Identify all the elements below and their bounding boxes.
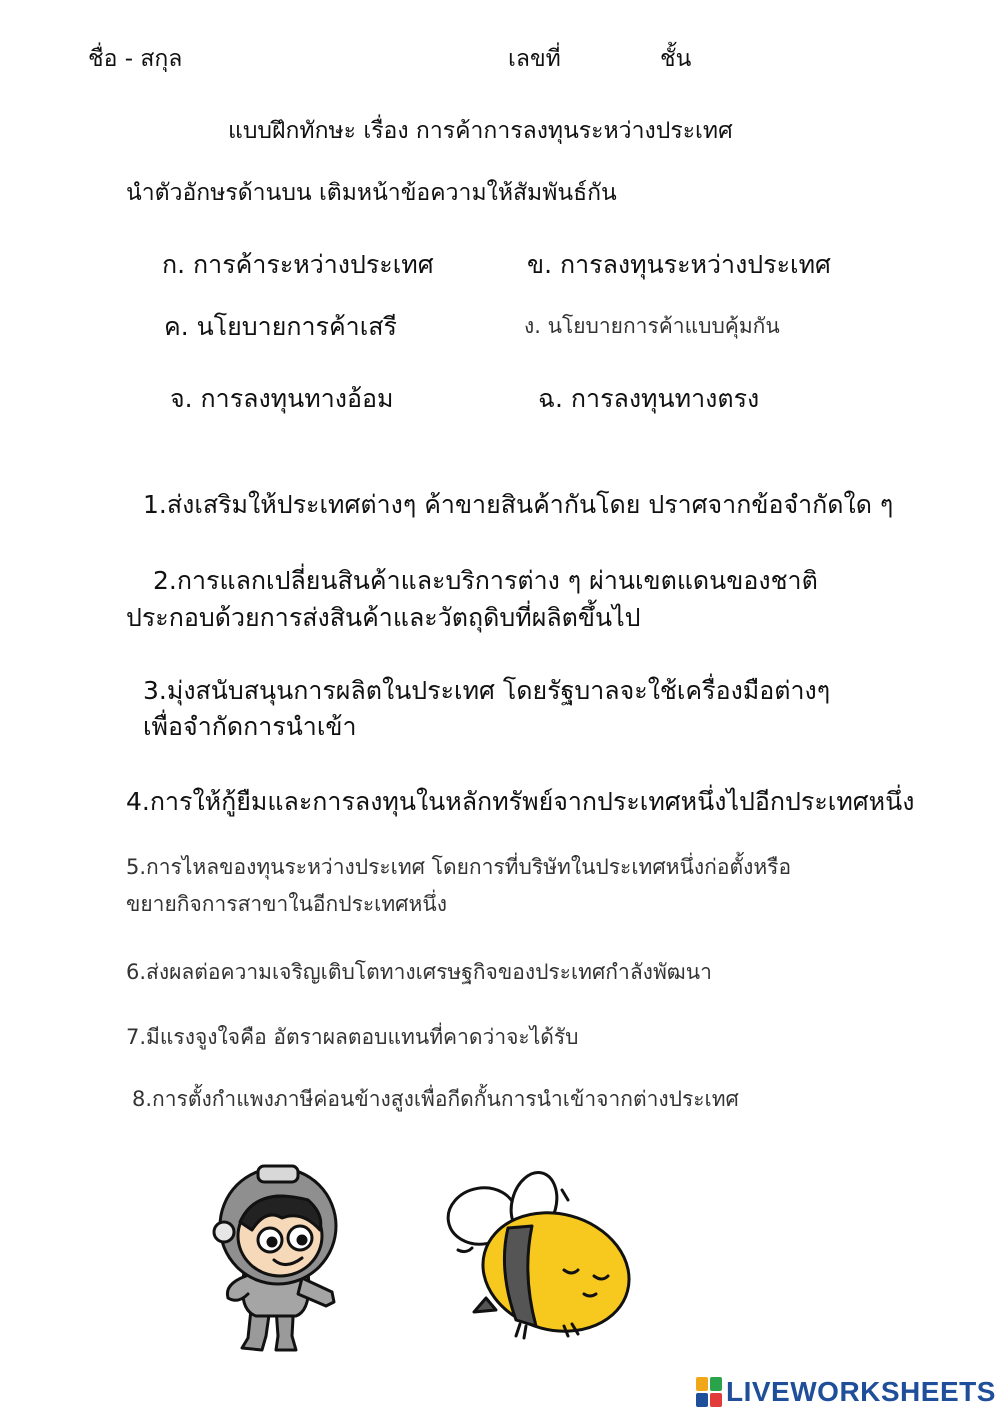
choice-kho: ข. การลงทุนระหว่างประเทศ	[527, 250, 831, 279]
choice-cho: จ. การลงทุนทางอ้อม	[170, 384, 394, 413]
question-8: 8.การตั้งกำแพงภาษีค่อนข้างสูงเพื่อกีดกั้นการนำเข้าจากต่างประเทศ	[132, 1087, 739, 1111]
worksheet-title: แบบฝึกทักษะ เรื่อง การค้าการลงทุนระหว่างประเทศ	[228, 118, 733, 144]
choice-ko: ก. การค้าระหว่างประเทศ	[162, 250, 434, 279]
choice-ngo: ง. นโยบายการค้าแบบคุ้มกัน	[524, 314, 780, 338]
question-5-line-2: ขยายกิจการสาขาในอีกประเทศหนึ่ง	[126, 892, 447, 916]
astronaut-illustration	[212, 1160, 342, 1356]
number-label: เลขที่	[508, 46, 561, 72]
bee-illustration	[444, 1170, 636, 1340]
question-7: 7.มีแรงจูงใจคือ อัตราผลตอบแทนที่คาดว่าจะได้รับ	[126, 1025, 579, 1049]
question-5-line-1: 5.การไหลของทุนระหว่างประเทศ โดยการที่บริษัทในประเทศหนึ่งก่อตั้งหรือ	[126, 855, 792, 879]
brand-text: LIVEWORKSHEETS	[726, 1376, 996, 1407]
class-label: ชั้น	[660, 46, 692, 72]
question-4: 4.การให้กู้ยืมและการลงทุนในหลักทรัพย์จากประเทศหนึ่งไปอีกประเทศหนึ่ง	[126, 787, 915, 816]
question-6: 6.ส่งผลต่อความเจริญเติบโตทางเศรษฐกิจของประเทศกำลังพัฒนา	[126, 960, 712, 984]
question-3-line-2: เพื่อจำกัดการนำเข้า	[143, 712, 357, 741]
question-3-line-1: 3.มุ่งสนับสนุนการผลิตในประเทศ โดยรัฐบาลจะใช้เครื่องมือต่างๆ	[143, 676, 831, 705]
choice-kho-khwai: ค. นโยบายการค้าเสรี	[164, 312, 397, 341]
liveworksheets-logo-icon	[696, 1377, 722, 1407]
question-2-line-2: ประกอบด้วยการส่งสินค้าและวัตถุดิบที่ผลิตขึ้นไป	[126, 603, 641, 632]
question-1: 1.ส่งเสริมให้ประเทศต่างๆ ค้าขายสินค้ากันโดย ปราศจากข้อจำกัดใด ๆ	[143, 490, 894, 519]
question-2-line-1: 2.การแลกเปลี่ยนสินค้าและบริการต่าง ๆ ผ่านเขตแดนของชาติ	[153, 566, 818, 595]
choice-chor: ฉ. การลงทุนทางตรง	[538, 384, 760, 413]
name-label: ชื่อ - สกุล	[88, 46, 183, 72]
liveworksheets-brand	[696, 1376, 996, 1408]
instruction: นำตัวอักษรด้านบน เติมหน้าข้อความให้สัมพันธ์กัน	[126, 180, 617, 206]
